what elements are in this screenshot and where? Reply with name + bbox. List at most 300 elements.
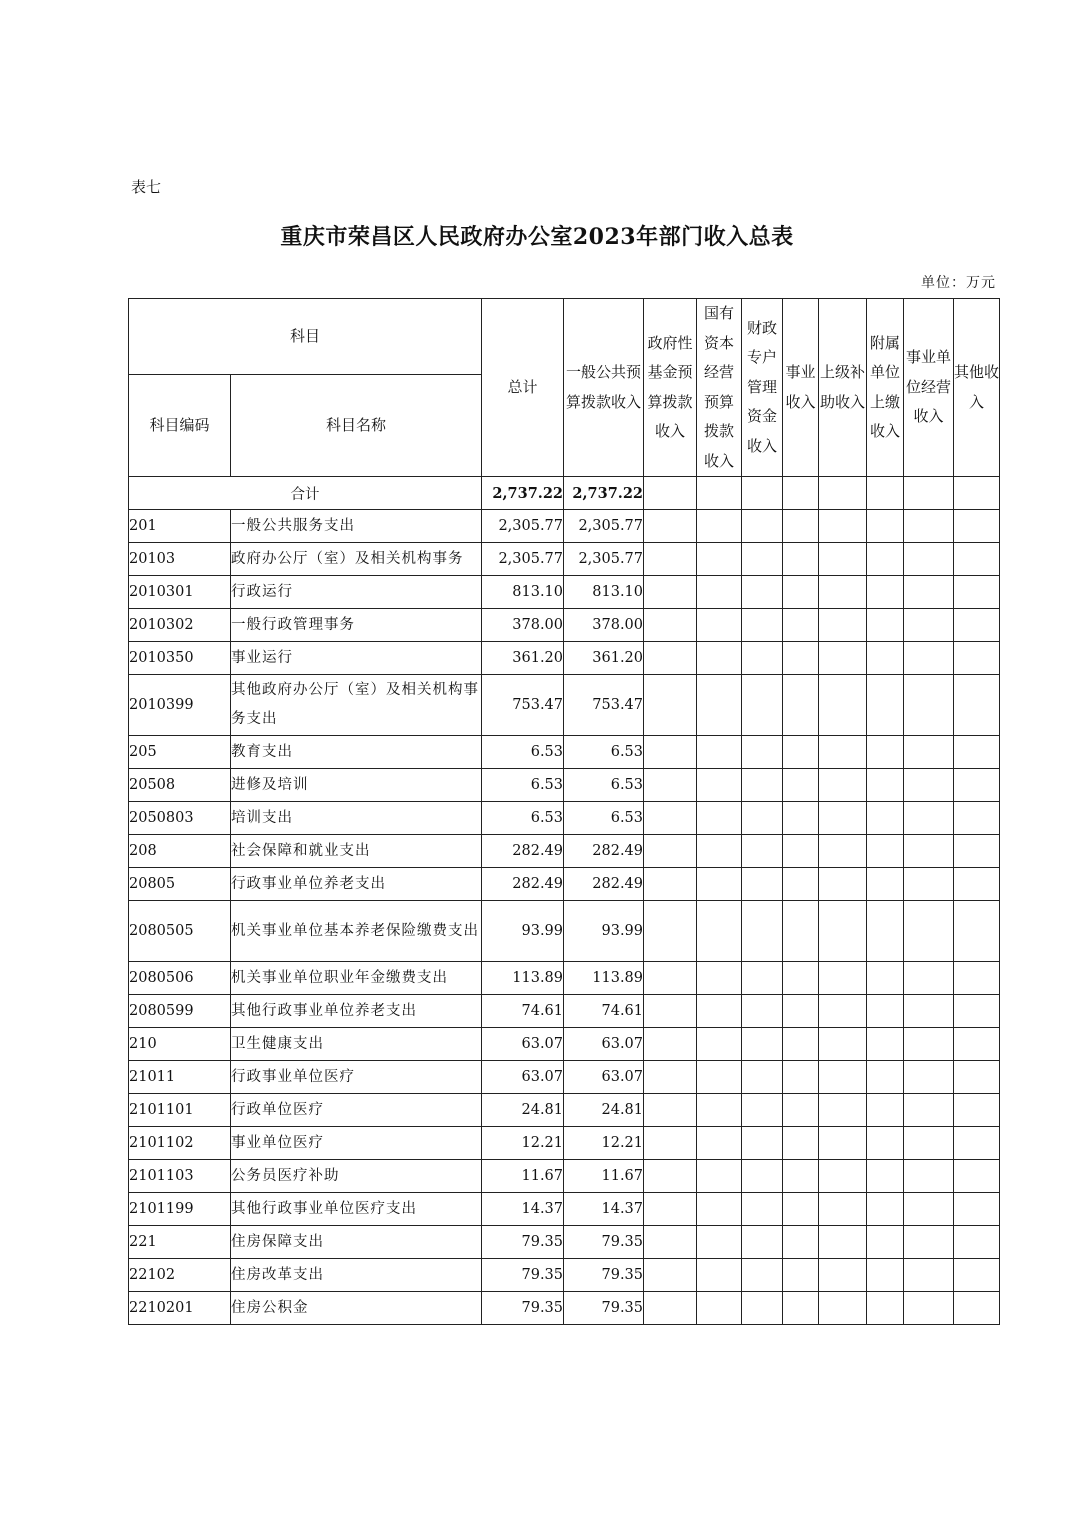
subject-code: 20508 [129, 769, 231, 802]
table-row [129, 642, 1000, 675]
total-sum: 2,737.22 [482, 477, 564, 510]
subject-name: 行政单位医疗 [231, 1094, 482, 1127]
empty-cell [783, 835, 819, 868]
empty-cell [867, 609, 904, 642]
header-gov-fund: 政府性基金预算拨款收入 [644, 299, 697, 477]
cell-total: 2,305.77 [482, 510, 564, 543]
cell-total: 2,305.77 [482, 543, 564, 576]
table-row [129, 1028, 1000, 1061]
header-total: 总计 [482, 299, 564, 477]
table-row [129, 868, 1000, 901]
cell-total: 24.81 [482, 1094, 564, 1127]
empty-cell [819, 675, 867, 736]
empty-cell [954, 510, 1000, 543]
empty-cell [644, 736, 697, 769]
empty-cell [697, 1094, 742, 1127]
empty-cell [742, 835, 783, 868]
empty-cell [783, 1094, 819, 1127]
empty-cell [819, 802, 867, 835]
empty-cell [742, 769, 783, 802]
empty-cell [644, 609, 697, 642]
cell-total: 12.21 [482, 1127, 564, 1160]
total-label: 合计 [129, 477, 482, 510]
empty-cell [644, 1193, 697, 1226]
empty-cell [904, 802, 954, 835]
empty-cell [904, 510, 954, 543]
empty-cell [954, 802, 1000, 835]
empty-cell [819, 835, 867, 868]
subject-code: 2101199 [129, 1193, 231, 1226]
page-title: 重庆市荣昌区人民政府办公室2023年部门收入总表 [280, 224, 794, 250]
subject-code: 2080506 [129, 962, 231, 995]
empty-cell [742, 1061, 783, 1094]
subject-code: 20805 [129, 868, 231, 901]
cell-general-budget: 753.47 [564, 675, 644, 736]
empty-cell [644, 802, 697, 835]
cell-total: 63.07 [482, 1028, 564, 1061]
cell-general-budget: 378.00 [564, 609, 644, 642]
empty-cell [954, 962, 1000, 995]
cell-total: 93.99 [482, 901, 564, 962]
subject-name: 卫生健康支出 [231, 1028, 482, 1061]
empty-cell [954, 901, 1000, 962]
empty-cell [644, 576, 697, 609]
cell-total: 113.89 [482, 962, 564, 995]
empty-cell [697, 1160, 742, 1193]
empty-cell [644, 995, 697, 1028]
empty-cell [904, 995, 954, 1028]
empty-cell [819, 1292, 867, 1325]
empty-cell [697, 576, 742, 609]
income-table [128, 298, 1000, 1325]
empty-cell [819, 901, 867, 962]
empty-cell [783, 901, 819, 962]
empty-cell [783, 1127, 819, 1160]
empty-cell [954, 1061, 1000, 1094]
cell-total: 79.35 [482, 1259, 564, 1292]
table-row [129, 962, 1000, 995]
table-row [129, 1061, 1000, 1094]
empty-cell [819, 510, 867, 543]
subject-code: 201 [129, 510, 231, 543]
unit-label: 单位：万元 [921, 275, 996, 291]
empty-cell [904, 642, 954, 675]
empty-cell [954, 868, 1000, 901]
empty-cell [783, 1061, 819, 1094]
cell-general-budget: 63.07 [564, 1028, 644, 1061]
cell-total: 813.10 [482, 576, 564, 609]
subject-name: 行政事业单位医疗 [231, 1061, 482, 1094]
cell-total: 63.07 [482, 1061, 564, 1094]
table-row [129, 901, 1000, 962]
empty-cell [697, 1127, 742, 1160]
empty-cell [867, 510, 904, 543]
empty-cell [697, 543, 742, 576]
empty-cell [819, 1259, 867, 1292]
empty-cell [697, 642, 742, 675]
empty-cell [742, 1160, 783, 1193]
header-superior-subsidy: 上级补助收入 [819, 299, 867, 477]
empty-cell [904, 543, 954, 576]
empty-cell [904, 769, 954, 802]
subject-code: 2101102 [129, 1127, 231, 1160]
subject-name: 社会保障和就业支出 [231, 835, 482, 868]
table-row [129, 1292, 1000, 1325]
table-row [129, 736, 1000, 769]
empty-cell [742, 1193, 783, 1226]
empty-cell [742, 868, 783, 901]
empty-cell [867, 543, 904, 576]
table-row [129, 995, 1000, 1028]
cell-general-budget: 361.20 [564, 642, 644, 675]
empty-cell [742, 609, 783, 642]
empty-cell [742, 736, 783, 769]
empty-cell [819, 642, 867, 675]
cell-general-budget: 74.61 [564, 995, 644, 1028]
empty-cell [819, 736, 867, 769]
empty-cell [904, 1028, 954, 1061]
empty-cell [742, 1127, 783, 1160]
subject-code: 2010302 [129, 609, 231, 642]
empty-cell [819, 1028, 867, 1061]
empty-cell [954, 1028, 1000, 1061]
cell-total: 14.37 [482, 1193, 564, 1226]
total-row [129, 477, 1000, 510]
subject-code: 2080505 [129, 901, 231, 962]
empty-cell [954, 1127, 1000, 1160]
empty-cell [904, 736, 954, 769]
header-general-budget: 一般公共预算拨款收入 [564, 299, 644, 477]
subject-name: 公务员医疗补助 [231, 1160, 482, 1193]
empty-cell [867, 1094, 904, 1127]
empty-cell [954, 609, 1000, 642]
table-row [129, 675, 1000, 736]
cell-total: 282.49 [482, 835, 564, 868]
cell-general-budget: 12.21 [564, 1127, 644, 1160]
empty-cell [697, 802, 742, 835]
empty-cell [783, 1292, 819, 1325]
subject-code: 2010350 [129, 642, 231, 675]
subject-name: 行政事业单位养老支出 [231, 868, 482, 901]
empty-cell [697, 609, 742, 642]
empty-cell [697, 675, 742, 736]
empty-cell [783, 1160, 819, 1193]
cell-general-budget: 6.53 [564, 802, 644, 835]
header-subject: 科目 [129, 299, 482, 375]
table-number: 表七 [131, 178, 162, 196]
empty-cell [644, 1094, 697, 1127]
empty-cell [819, 868, 867, 901]
cell-general-budget: 14.37 [564, 1193, 644, 1226]
empty-cell [867, 1127, 904, 1160]
subject-code: 2010301 [129, 576, 231, 609]
empty-cell [867, 868, 904, 901]
empty-cell [954, 995, 1000, 1028]
empty-cell [644, 835, 697, 868]
table-row [129, 1160, 1000, 1193]
cell-general-budget: 79.35 [564, 1226, 644, 1259]
empty-cell [867, 642, 904, 675]
empty-cell [644, 1061, 697, 1094]
empty-cell [742, 901, 783, 962]
empty-cell [644, 962, 697, 995]
empty-cell [867, 835, 904, 868]
empty-cell [867, 802, 904, 835]
cell-general-budget: 2,305.77 [564, 543, 644, 576]
empty-cell [742, 1094, 783, 1127]
empty-cell [783, 1028, 819, 1061]
subject-name: 事业运行 [231, 642, 482, 675]
subject-name: 其他政府办公厅（室）及相关机构事务支出 [231, 675, 482, 736]
empty-cell [783, 642, 819, 675]
empty-cell [697, 510, 742, 543]
empty-cell [697, 1226, 742, 1259]
empty-cell [742, 543, 783, 576]
empty-cell [742, 576, 783, 609]
empty-cell [867, 1061, 904, 1094]
empty-cell [954, 576, 1000, 609]
empty-cell [904, 1061, 954, 1094]
empty-cell [904, 962, 954, 995]
empty-cell [644, 1028, 697, 1061]
empty-cell [867, 901, 904, 962]
empty-cell [742, 962, 783, 995]
cell-total: 79.35 [482, 1292, 564, 1325]
empty-cell [867, 736, 904, 769]
empty-cell [867, 1028, 904, 1061]
empty-cell [904, 1226, 954, 1259]
cell-general-budget: 813.10 [564, 576, 644, 609]
empty-cell [819, 1193, 867, 1226]
empty-cell [954, 642, 1000, 675]
empty-cell [904, 1193, 954, 1226]
cell-total: 6.53 [482, 802, 564, 835]
empty-cell [783, 1193, 819, 1226]
empty-cell [644, 1292, 697, 1325]
empty-cell [783, 736, 819, 769]
empty-cell [904, 675, 954, 736]
table-row [129, 1094, 1000, 1127]
empty-cell [783, 769, 819, 802]
empty-cell [867, 995, 904, 1028]
empty-cell [819, 543, 867, 576]
empty-cell [954, 1160, 1000, 1193]
subject-name: 其他行政事业单位医疗支出 [231, 1193, 482, 1226]
empty-cell [954, 1193, 1000, 1226]
empty-cell [783, 675, 819, 736]
cell-total: 6.53 [482, 769, 564, 802]
empty-cell [954, 1226, 1000, 1259]
empty-cell [783, 802, 819, 835]
empty-cell [644, 769, 697, 802]
subject-name: 一般行政管理事务 [231, 609, 482, 642]
empty-cell [954, 1259, 1000, 1292]
empty-cell [867, 576, 904, 609]
header-other: 其他收入 [954, 299, 1000, 477]
table-row [129, 769, 1000, 802]
empty-cell [697, 769, 742, 802]
header-business-operation: 事业单位经营收入 [904, 299, 954, 477]
empty-cell [644, 901, 697, 962]
empty-cell [742, 510, 783, 543]
cell-general-budget: 282.49 [564, 835, 644, 868]
empty-cell [783, 962, 819, 995]
empty-cell [697, 1292, 742, 1325]
cell-general-budget: 79.35 [564, 1259, 644, 1292]
cell-general-budget: 93.99 [564, 901, 644, 962]
subject-name: 一般公共服务支出 [231, 510, 482, 543]
empty-cell [867, 1259, 904, 1292]
empty-cell [697, 995, 742, 1028]
empty-cell [819, 576, 867, 609]
header-name: 科目名称 [231, 374, 482, 476]
empty-cell [819, 1127, 867, 1160]
total-general-budget: 2,737.22 [564, 477, 644, 510]
empty-cell [954, 1094, 1000, 1127]
cell-general-budget: 63.07 [564, 1061, 644, 1094]
empty-cell [904, 901, 954, 962]
empty-cell [742, 1259, 783, 1292]
empty-cell [867, 962, 904, 995]
cell-total: 753.47 [482, 675, 564, 736]
empty-cell [783, 510, 819, 543]
subject-code: 22102 [129, 1259, 231, 1292]
table-row [129, 609, 1000, 642]
subject-name: 教育支出 [231, 736, 482, 769]
empty-cell [954, 835, 1000, 868]
subject-name: 其他行政事业单位养老支出 [231, 995, 482, 1028]
empty-cell [819, 962, 867, 995]
empty-cell [742, 675, 783, 736]
empty-cell [819, 769, 867, 802]
table-row [129, 543, 1000, 576]
subject-name: 政府办公厅（室）及相关机构事务 [231, 543, 482, 576]
empty-cell [904, 576, 954, 609]
empty-cell [867, 1226, 904, 1259]
empty-cell [644, 642, 697, 675]
empty-cell [644, 543, 697, 576]
cell-total: 11.67 [482, 1160, 564, 1193]
empty-cell [904, 1259, 954, 1292]
empty-cell [867, 1160, 904, 1193]
cell-general-budget: 79.35 [564, 1292, 644, 1325]
table-row [129, 510, 1000, 543]
empty-cell [904, 1292, 954, 1325]
empty-cell [697, 835, 742, 868]
empty-cell [742, 1028, 783, 1061]
empty-cell [783, 576, 819, 609]
empty-cell [954, 769, 1000, 802]
subject-name: 机关事业单位职业年金缴费支出 [231, 962, 482, 995]
subject-name: 住房公积金 [231, 1292, 482, 1325]
empty-cell [954, 675, 1000, 736]
subject-name: 住房改革支出 [231, 1259, 482, 1292]
cell-total: 74.61 [482, 995, 564, 1028]
empty-cell [697, 736, 742, 769]
empty-cell [742, 1226, 783, 1259]
empty-cell [904, 609, 954, 642]
subject-code: 2010399 [129, 675, 231, 736]
empty-cell [819, 1061, 867, 1094]
table-row [129, 1193, 1000, 1226]
table-row [129, 576, 1000, 609]
empty-cell [783, 1259, 819, 1292]
cell-general-budget: 11.67 [564, 1160, 644, 1193]
subject-code: 21011 [129, 1061, 231, 1094]
empty-cell [819, 1226, 867, 1259]
table-row [129, 802, 1000, 835]
subject-name: 进修及培训 [231, 769, 482, 802]
cell-general-budget: 282.49 [564, 868, 644, 901]
header-code: 科目编码 [129, 374, 231, 476]
subject-name: 机关事业单位基本养老保险缴费支出 [231, 901, 482, 962]
empty-cell [904, 868, 954, 901]
empty-cell [783, 868, 819, 901]
subject-code: 2210201 [129, 1292, 231, 1325]
empty-cell [742, 802, 783, 835]
cell-general-budget: 2,305.77 [564, 510, 644, 543]
empty-cell [954, 1292, 1000, 1325]
empty-cell [742, 1292, 783, 1325]
cell-total: 6.53 [482, 736, 564, 769]
cell-general-budget: 113.89 [564, 962, 644, 995]
subject-code: 2101103 [129, 1160, 231, 1193]
empty-cell [783, 1226, 819, 1259]
empty-cell [783, 995, 819, 1028]
empty-cell [697, 868, 742, 901]
table-row [129, 835, 1000, 868]
table-row [129, 1226, 1000, 1259]
empty-cell [904, 1094, 954, 1127]
subject-code: 2101101 [129, 1094, 231, 1127]
empty-cell [783, 609, 819, 642]
empty-cell [867, 769, 904, 802]
subject-code: 2080599 [129, 995, 231, 1028]
subject-code: 221 [129, 1226, 231, 1259]
header-state-capital: 国有资本经营预算拨款收入 [697, 299, 742, 477]
subject-name: 行政运行 [231, 576, 482, 609]
subject-code: 205 [129, 736, 231, 769]
empty-cell [644, 675, 697, 736]
empty-cell [644, 868, 697, 901]
empty-cell [867, 1193, 904, 1226]
empty-cell [954, 736, 1000, 769]
subject-code: 2050803 [129, 802, 231, 835]
empty-cell [697, 1028, 742, 1061]
empty-cell [783, 543, 819, 576]
empty-cell [697, 1193, 742, 1226]
cell-total: 378.00 [482, 609, 564, 642]
cell-total: 79.35 [482, 1226, 564, 1259]
subject-code: 20103 [129, 543, 231, 576]
empty-cell [644, 1127, 697, 1160]
empty-cell [904, 1127, 954, 1160]
subject-name: 事业单位医疗 [231, 1127, 482, 1160]
header-business: 事业收入 [783, 299, 819, 477]
empty-cell [697, 901, 742, 962]
empty-cell [904, 835, 954, 868]
empty-cell [904, 1160, 954, 1193]
empty-cell [644, 510, 697, 543]
empty-cell [644, 1259, 697, 1292]
table-row [129, 1127, 1000, 1160]
empty-cell [819, 1160, 867, 1193]
cell-general-budget: 24.81 [564, 1094, 644, 1127]
empty-cell [954, 543, 1000, 576]
empty-cell [697, 1259, 742, 1292]
subject-code: 210 [129, 1028, 231, 1061]
empty-cell [742, 995, 783, 1028]
